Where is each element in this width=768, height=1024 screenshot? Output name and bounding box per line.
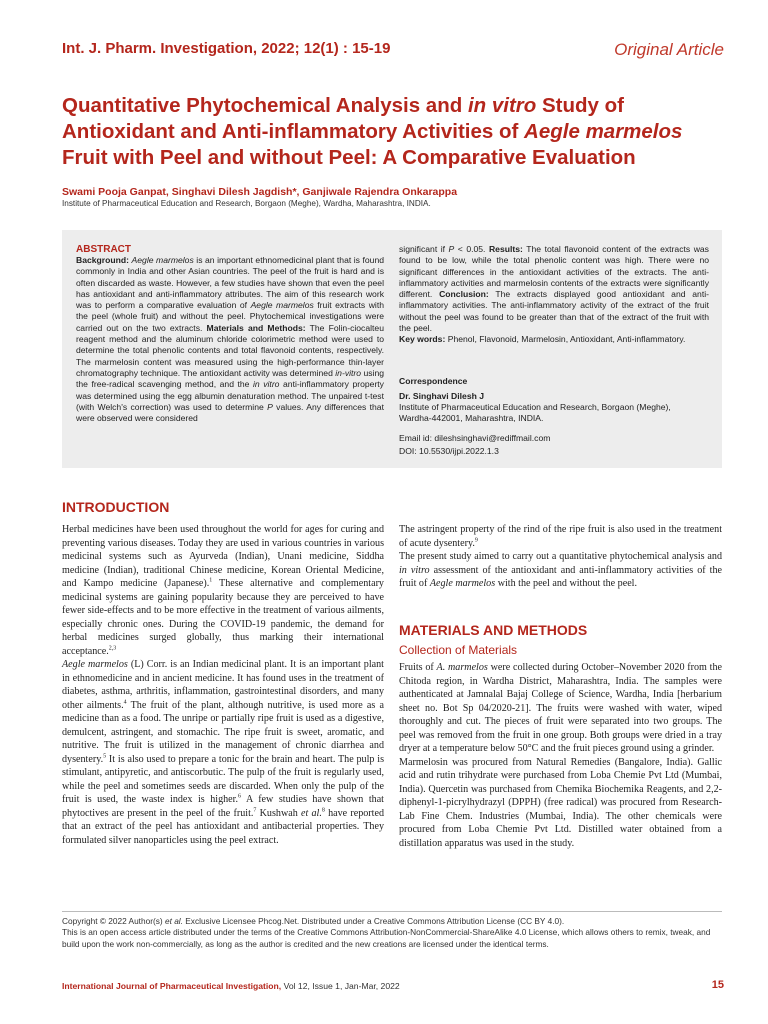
section-heading-methods: MATERIALS AND METHODS: [399, 622, 588, 638]
abstract-heading: ABSTRACT: [76, 244, 131, 255]
text: It is also used to prepare a tonic for the brain and heart. The pulp is stimulant, antipyretic, and antiscorbutic. The pulp of the fruit is regularly used, while the peel and sometimes seeds are discarded. When only the pulp of the fruit is used, the waste index is higher.: [62, 753, 384, 805]
text: These alternative and complementary medicinal systems are gaining popularity because they are perceived to have fewer side-effects and to be more effective in the treatment of various ailments, especially chronic ones. During the COVID-19 pandemic, the demand for herbal medicines surged globally, thus marking their international acceptance.: [62, 578, 384, 657]
footer-journal: International Journal of Pharmaceutical Investigation,: [62, 981, 282, 991]
correspondence-name: Dr. Singhavi Dilesh J: [399, 391, 485, 401]
text: Fruits of: [399, 662, 437, 673]
title-part: Fruit with Peel and without Peel: A Comparative Evaluation: [62, 146, 636, 169]
section-heading-introduction: INTRODUCTION: [62, 499, 170, 515]
correspondence-address: Wardha-442001, Maharashtra, INDIA.: [399, 413, 544, 423]
text: Marmelosin was procured from Natural Remedies (Bangalore, India). Gallic acid and rutin trihydrate were purchased from Loba Chemie Pvt Ltd (Mumbai, India). Quercetin was purchased from Chemika Biochemika Reagents, and 2,2-diphenyl-1-picrylhydrazyl (DPPH) (free radical) was procured from Research-Lab Fine Chem. Industries (Mumbai, India). The other chemicals were procured from Loba Chemie Pvt Ltd. Distilled water obtained from a distillation apparatus was used in the study.: [399, 756, 722, 849]
abstract-label: Key words:: [399, 334, 446, 345]
abstract-text: < 0.05.: [454, 244, 489, 254]
text: have reported that an extract of the peel has antioxidant and antibacterial properties. They formulated silver nanoparticles using the peel extract.: [62, 807, 384, 846]
keywords: Phenol, Flavonoid, Marmelosin, Antioxidant, Anti-inflammatory.: [445, 334, 686, 345]
paragraph: [399, 661, 722, 756]
article-type: Original Article: [614, 40, 724, 59]
reference[interactable]: 6: [237, 793, 241, 800]
abstract-text: significant if: [399, 244, 449, 254]
abstract-text: P: [267, 401, 273, 412]
correspondence-email[interactable]: Email id: dileshsinghavi@rediffmail.com: [399, 433, 551, 443]
text: et al.: [300, 807, 322, 819]
abstract-left-column: [76, 255, 384, 424]
text: were collected during October–November 2020 from the Chitoda region, in Wardha District, Maharashtra, India. The samples were authenticated at Jamnalal Bajaj College of Science, Wardha, India [herbarium sheet no. Bot Sp 04/2020-21]. The fruits were washed with water, wiped thoroughly and cut. The pieces of fruit were separated into two groups. The peel was removed from the fruit in one group. Both groups were dried in a tray dryer at a temperature below 50°C and the fruit pieces ground using a grinder.: [399, 662, 723, 754]
methods-column: [399, 661, 722, 850]
text: in vitro: [399, 564, 430, 576]
footer-issue: Vol 12, Issue 1, Jan-Mar, 2022: [281, 981, 400, 991]
paragraph: [399, 756, 722, 851]
article-title: [62, 93, 722, 171]
abstract-text: The total flavonoid content of the extracts was found to be low, while the total phenolic content was high. There were no significant differences in the antioxidant activities of the extracts. The anti-inflammatory activities and marmelosin contents of the extracts were significantly different.: [399, 244, 709, 300]
title-part: Quantitative Phytochemical Analysis and: [62, 94, 468, 117]
species-name: Aegle marmelos: [250, 300, 314, 311]
subsection-heading: Collection of Materials: [399, 643, 518, 657]
abstract-text: The extracts displayed good antioxidant and anti-inflammatory activities. The anti-inflammatory activity of the extract of the fruit without the peel was found to be greater than that of the extract of the fruit with the peel.: [399, 289, 709, 334]
paragraph: [399, 550, 722, 591]
text: Kushwah: [256, 807, 301, 819]
page-number: 15: [711, 979, 724, 991]
text: assessment of the antioxidant and anti-inflammatory activities of the fruit of: [399, 564, 722, 589]
title-part: Study of Antioxidant and Anti-inflammatory Activities of: [62, 94, 624, 143]
species-name: A. marmelos: [436, 662, 488, 673]
reference[interactable]: 1: [209, 577, 213, 584]
reference[interactable]: 7: [253, 807, 257, 814]
reference[interactable]: 4: [123, 699, 127, 706]
intro-right-column: [399, 523, 722, 591]
abstract-label: Conclusion:: [439, 289, 489, 300]
species-name: Aegle marmelos: [131, 255, 194, 265]
abstract-text: in-vitro: [335, 367, 362, 378]
authors: Swami Pooja Ganpat, Singhavi Dilesh Jagdish*, Ganjiwale Rajendra Onkarappa: [62, 186, 458, 198]
text: (L) Corr. is an Indian medicinal plant. It is an important plant in ethnomedicine and in ancient medicine. It has found uses in the treatment of diabetes, asthma, arthritis, inflammation, gastrointestinal disorders, and many other ailments.: [62, 659, 384, 711]
abstract-right-column: [399, 244, 709, 346]
page-footer: [62, 981, 400, 991]
text: The astringent property of the rind of the ripe fruit is also used in the treatment of acute dysentery.: [399, 524, 722, 549]
doi[interactable]: DOI: 10.5530/ijpi.2022.1.3: [399, 446, 499, 456]
license-divider: [62, 911, 722, 912]
correspondence-address: Institute of Pharmaceutical Education and Research, Borgaon (Meghe),: [399, 402, 671, 412]
abstract-text: anti-inflammatory property was determined using the egg albumin denaturation method. The unpaired t-test (with Welch's correction) was used to determine: [76, 379, 384, 412]
abstract-text: is an important ethnomedicinal plant that is found commonly in India and other Asian countries. The peel of the fruit is hard and is often discarded as waste. However, a few studies have shown that even the peel has antioxidant and anti-inflammatory attributes. The aim of this research work was to perform a comparative evaluation of: [76, 255, 385, 311]
text: Exclusive Licensee Phcog.Net. Distributed under a Creative Commons Attribution License (CC BY 4.0).: [182, 916, 565, 926]
text: et al.: [164, 916, 183, 926]
abstract-text: P: [448, 244, 455, 254]
paragraph: [62, 523, 384, 658]
abstract-text: in vitro: [253, 379, 280, 390]
species-name: Aegle marmelos: [62, 659, 128, 670]
affiliation: Institute of Pharmaceutical Education and Research, Borgaon (Meghe), Wardha, Maharashtra, INDIA.: [62, 199, 431, 208]
correspondence-block: [399, 391, 709, 457]
copyright-line: [62, 916, 722, 927]
text: The fruit of the plant, although nutritive, is used more as a medicine than as a food. The unripe or partially ripe fruit is used as a digestive, demulcent, astringent, and stomachic. The ripe fruit is sweet, aromatic, and nutritive. The fruit is utilized in the management of chronic diarrhea and dysentery.: [62, 699, 384, 765]
title-part: Aegle marmelos: [524, 120, 683, 143]
text: Copyright © 2022 Author(s): [62, 916, 165, 926]
intro-left-column: [62, 523, 384, 847]
abstract-text: values. Any differences that were observed were considered: [76, 401, 384, 424]
abstract-text: The Folin-ciocalteu reagent method and the aluminum chloride colorimetric method were used to determine the total phenolic contents and total flavonoid contents, respectively. The marmelosin content was measured using the high-performance thin-layer chromatography technique. The antioxidant activity was determined: [76, 322, 384, 378]
reference[interactable]: 9: [474, 537, 478, 544]
abstract-text: using the free-radical scavenging method, and the: [76, 367, 384, 390]
paragraph: [399, 523, 722, 550]
journal-citation: Int. J. Pharm. Investigation, 2022; 12(1) : 15-19: [62, 40, 391, 57]
license-block: [62, 916, 722, 950]
reference[interactable]: 8: [321, 807, 325, 814]
abstract-label: Materials and Methods:: [206, 322, 306, 333]
species-name: Aegle marmelos: [429, 578, 496, 589]
reference[interactable]: 2,3: [108, 645, 117, 652]
text: The present study aimed to carry out a quantitative phytochemical analysis and: [399, 551, 722, 562]
title-part: in vitro: [467, 94, 537, 117]
license-text: This is an open access article distributed under the terms of the Creative Commons Attribution-NonCommercial-ShareAlike 4.0 License, which allows others to remix, tweak, and build upon the work non-commercially, as long as the author is credited and the new creations are licensed under the identical terms.: [62, 927, 711, 949]
text: A few studies have shown that phytoctives are present in the peel of the fruit.: [62, 794, 384, 819]
paragraph: [62, 658, 384, 847]
abstract-label: Background:: [76, 255, 129, 265]
text: with the peel and without the peel.: [495, 578, 638, 589]
reference[interactable]: 5: [103, 753, 107, 760]
abstract-text: fruit extracts with the peel (whole fruit) and without the peel. Phytochemical investigations were carried out on the two extracts.: [76, 300, 385, 333]
text: Herbal medicines have been used throughout the world for ages for curing and preventing various diseases. Today they are used in various countries in various medicinal systems such as Ayurveda (Indian), Unani medicine, Siddha medicine (Indian), traditional Chinese medicine, Korean Oriental Medicine, and Kampo medicine (Japanese).: [62, 524, 384, 589]
abstract-label: Results:: [488, 244, 523, 254]
correspondence-heading: Correspondence: [399, 376, 468, 386]
